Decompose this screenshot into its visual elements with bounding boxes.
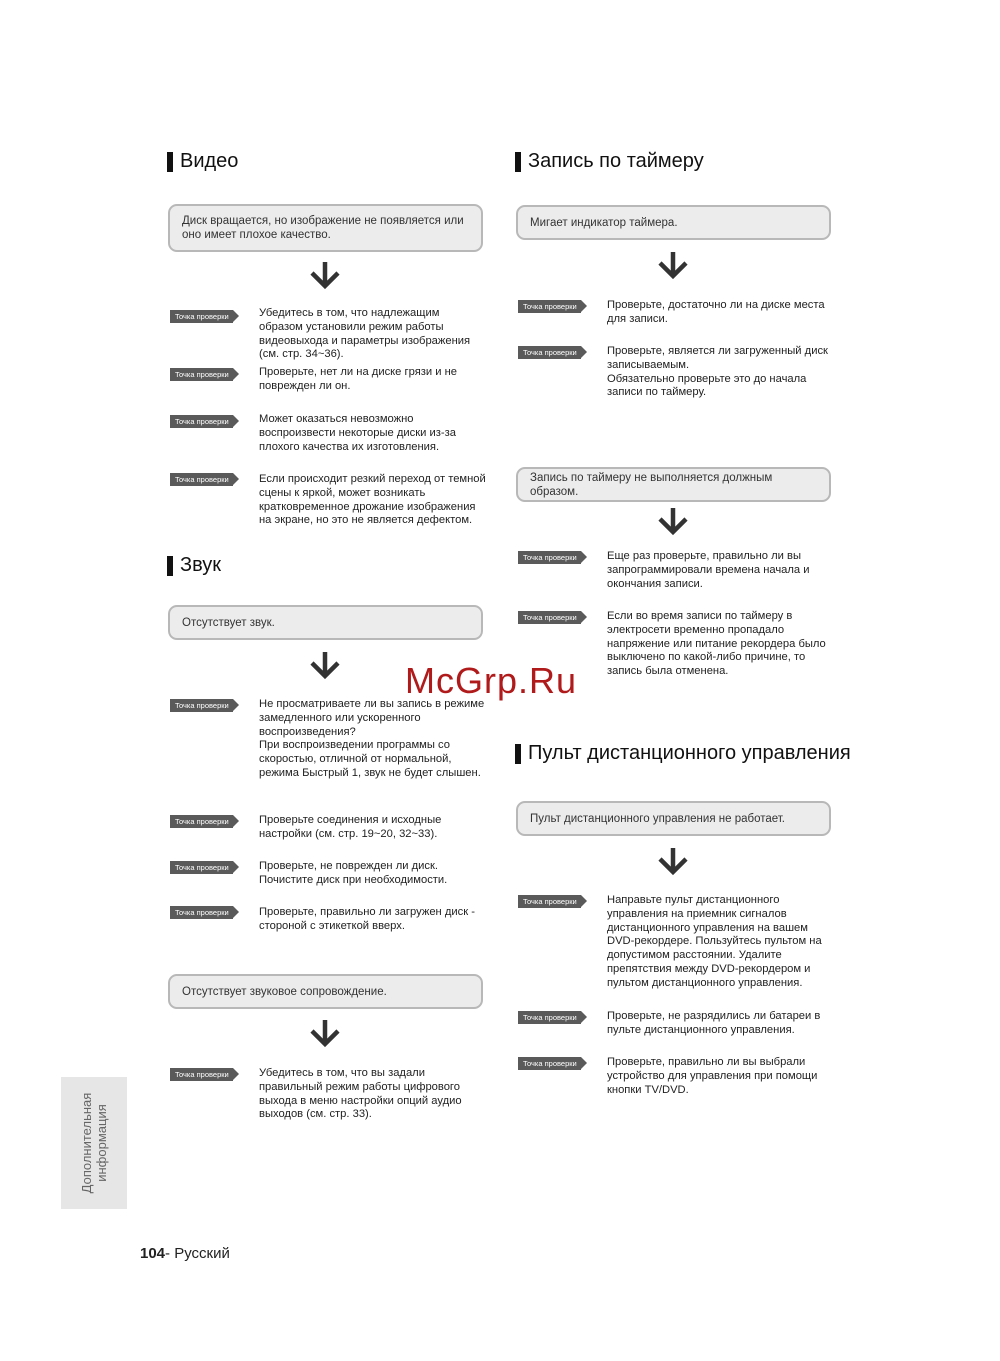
check-point-text: Проверьте соединения и исходные настройки (см. стр. 19~20, 32~33).: [259, 814, 442, 840]
problem-text: Диск вращается, но изображение не появляется или оно имеет плохое качество.: [182, 215, 464, 241]
side-tab-label: Дополнительная информация: [79, 1092, 109, 1194]
page-footer: [140, 1245, 230, 1262]
check-point-text: Убедитесь в том, что вы задали правильный режим работы цифрового выхода в меню настройки опций аудио выходов (см. стр. 33).: [259, 1067, 462, 1121]
check-point-tag: Точка проверки 1: [518, 551, 581, 564]
title-bar: [167, 152, 173, 172]
problem-box-no-sound: [168, 605, 483, 640]
check-point-tag: Точка проверки 3: [170, 861, 233, 874]
check-point-text: Проверьте, нет ли на диске грязи и не поврежден ли он.: [259, 366, 457, 392]
problem-text: Отсутствует звук.: [182, 616, 275, 629]
check-point-text: Не просматриваете ли вы запись в режиме замедленного или ускоренного воспроизведения? При воспроизведении программы со скоростью, отличной от нормальной, режима Быстрый 1, звук не будет слышен.: [259, 698, 485, 779]
check-point-text: Убедитесь в том, что надлежащим образом установили режим работы видеовыхода и параметры изображения (см. стр. 34~36).: [259, 307, 471, 361]
down-arrow-icon: [307, 1018, 343, 1048]
down-arrow-icon: [655, 846, 691, 876]
problem-text: Отсутствует звуковое сопровождение.: [182, 985, 387, 998]
problem-box-timer-fail: [516, 467, 831, 502]
check-point-text: Проверьте, не поврежден ли диск. Почистите диск при необходимости.: [259, 860, 448, 886]
check-point-tag: Точка проверки 2: [518, 1011, 581, 1024]
section-title-sound: [167, 554, 221, 577]
check-point-text: Проверьте, является ли загруженный диск записываемым. Обязательно проверьте это до начала записи по таймеру.: [607, 345, 828, 399]
check-point-tag: Точка проверки 3: [518, 1057, 581, 1070]
title-text: Запись по таймеру: [528, 150, 704, 172]
title-text: Видео: [180, 150, 239, 172]
check-point-tag: Точка проверки 1: [518, 300, 581, 313]
down-arrow-icon: [307, 650, 343, 680]
problem-box-timer-blinking: [516, 205, 831, 240]
problem-text: Запись по таймеру не выполняется должным образом.: [530, 471, 773, 498]
check-point-tag: Точка проверки 2: [518, 611, 581, 624]
check-point-text: Проверьте, правильно ли вы выбрали устройство для управления при помощи кнопки TV/DVD.: [607, 1056, 818, 1096]
check-point-tag: Точка проверки 1: [170, 699, 233, 712]
down-arrow-icon: [307, 260, 343, 290]
check-point-tag: Точка проверки 2: [518, 346, 581, 359]
problem-text: Пульт дистанционного управления не работает.: [530, 812, 785, 825]
check-point-text: Если во время записи по таймеру в электросети временно пропадало напряжение или питание рекордера было выключено по какой-либо причине, то запись была отменена.: [607, 610, 826, 678]
title-text: Пульт дистанционного управления: [528, 742, 851, 764]
check-point-tag: Точка проверки 1: [518, 895, 581, 908]
title-bar: [515, 744, 521, 764]
check-point-tag: Точка проверки 4: [170, 473, 233, 486]
problem-box-video: [168, 204, 483, 252]
check-point-text: Проверьте, не разрядились ли батареи в пульте дистанционного управления.: [607, 1010, 821, 1036]
page-language: - Русский: [165, 1245, 230, 1262]
check-point-text: Проверьте, достаточно ли на диске места для записи.: [607, 299, 825, 325]
check-point-text: Еще раз проверьте, правильно ли вы запрограммировали времена начала и окончания записи.: [607, 550, 810, 590]
check-point-text: Проверьте, правильно ли загружен диск - стороной с этикеткой вверх.: [259, 906, 475, 932]
section-title-remote: [515, 742, 851, 765]
side-tab: [61, 1077, 127, 1209]
down-arrow-icon: [655, 250, 691, 280]
watermark: McGrp.Ru: [405, 660, 578, 701]
section-title-video: [167, 150, 238, 173]
check-point-text: Направьте пульт дистанционного управления на приемник сигналов дистанционного управления на вашем DVD-рекордере. Пользуйтесь пультом на допустимом расстоянии. Удалите препятствия между DVD-рекордером и пультом дистанционного управления.: [607, 894, 822, 989]
title-bar: [515, 152, 521, 172]
check-point-tag: Точка проверки 2: [170, 368, 233, 381]
check-point-text: Если происходит резкий переход от темной сцены к яркой, может возникать кратковременное дрожание изображения на экране, но это не является дефектом.: [259, 473, 486, 527]
problem-text: Мигает индикатор таймера.: [530, 216, 678, 229]
check-point-text: Может оказаться невозможно воспроизвести некоторые диски из-за плохого качества их изготовления.: [259, 413, 456, 453]
check-point-tag: Точка проверки 1: [170, 310, 233, 323]
page-number: 104: [140, 1245, 166, 1262]
check-point-tag: Точка проверки 1: [170, 1068, 233, 1081]
section-title-timer: [515, 150, 704, 173]
title-bar: [167, 556, 173, 576]
title-text: Звук: [180, 554, 222, 576]
check-point-tag: Точка проверки 3: [170, 415, 233, 428]
problem-box-no-audio-track: [168, 974, 483, 1009]
problem-box-remote: [516, 801, 831, 836]
check-point-tag: Точка проверки 2: [170, 815, 233, 828]
down-arrow-icon: [655, 506, 691, 536]
check-point-tag: Точка проверки 4: [170, 906, 233, 919]
